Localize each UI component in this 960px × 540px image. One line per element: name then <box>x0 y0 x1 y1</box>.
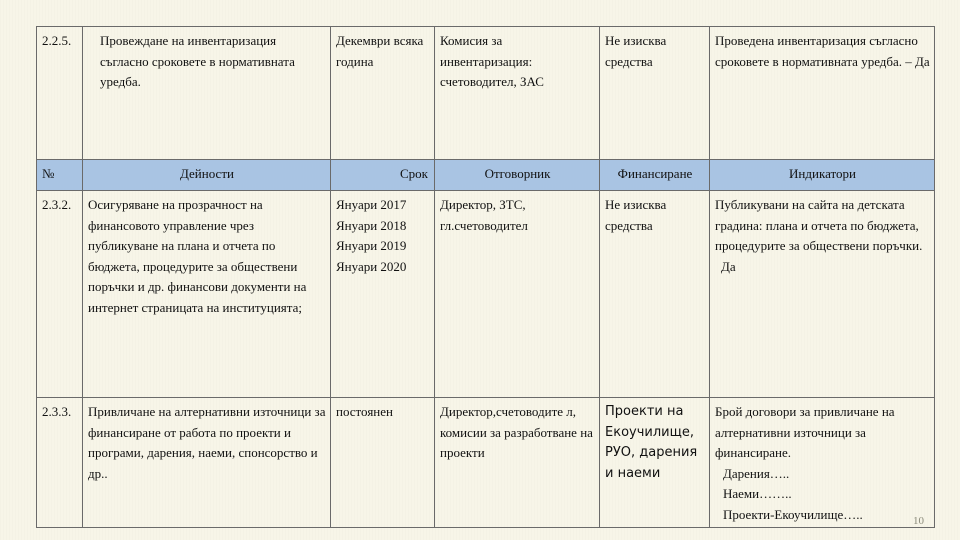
header-funding: Финансиране <box>600 160 710 191</box>
table-row <box>37 398 935 528</box>
term-cell: постоянен <box>331 398 435 528</box>
funding-cell: Не изисква средства <box>600 27 710 160</box>
indicator-line: Проекти-Екоучилище….. <box>723 506 863 522</box>
indicator-cell <box>710 398 935 528</box>
action-plan-table <box>36 26 935 528</box>
indicator-text: Брой договори за привличане на алтернативни източници за финансиране. <box>715 404 895 460</box>
activity-cell: Привличане на алтернативни източници за финансиране от работа по проекти и програми, дарения, наеми, спонсорство и др.. <box>83 398 331 528</box>
term-line: Януари 2017 <box>336 197 407 212</box>
table-row <box>37 191 935 398</box>
indicator-text: Публикувани на сайта на детската градина: плана и отчета по бюджета, процедурите за обществени поръчки. <box>715 197 923 253</box>
indicator-cell: Проведена инвентаризация съгласно сроковете в нормативната уредба. – Да <box>710 27 935 160</box>
activity-cell: Провеждане на инвентаризация съгласно сроковете в нормативната уредба. <box>83 27 331 160</box>
responsible-cell: Комисия за инвентаризация: счетоводител, ЗАС <box>435 27 600 160</box>
term-line: Януари 2019 <box>336 238 407 253</box>
activity-cell: Осигуряване на прозрачност на финансовото управление чрез публикуване на плана и отчета по бюджета, процедурите за обществени поръчки и др. финансови документи на интернет страницата на институцията; <box>83 191 331 398</box>
header-term: Срок <box>331 160 435 191</box>
row-number: 2.3.3. <box>37 398 83 528</box>
term-cell <box>331 191 435 398</box>
header-row <box>37 160 935 191</box>
header-activities: Дейности <box>83 160 331 191</box>
term-cell: Декември всяка година <box>331 27 435 160</box>
header-number: № <box>37 160 83 191</box>
indicator-value: Да <box>721 258 736 274</box>
indicator-cell <box>710 191 935 398</box>
term-line: Януари 2020 <box>336 258 407 274</box>
indicator-line: Дарения….. <box>723 465 790 481</box>
indicator-line: Наеми…….. <box>723 486 792 501</box>
funding-cell: Не изисква средства <box>600 191 710 398</box>
funding-cell: Проекти на Екоучилище, РУО, дарения и наеми <box>600 398 710 528</box>
row-number: 2.2.5. <box>37 27 83 160</box>
term-line: Януари 2018 <box>336 217 407 233</box>
header-indicators: Индикатори <box>710 160 935 191</box>
row-number: 2.3.2. <box>37 191 83 398</box>
page-number: 10 <box>913 515 924 527</box>
header-responsible: Отговорник <box>435 160 600 191</box>
responsible-cell: Директор,счетоводите л, комисии за разработване на проекти <box>435 398 600 528</box>
table-row <box>37 27 935 160</box>
responsible-cell: Директор, ЗТС, гл.счетоводител <box>435 191 600 398</box>
